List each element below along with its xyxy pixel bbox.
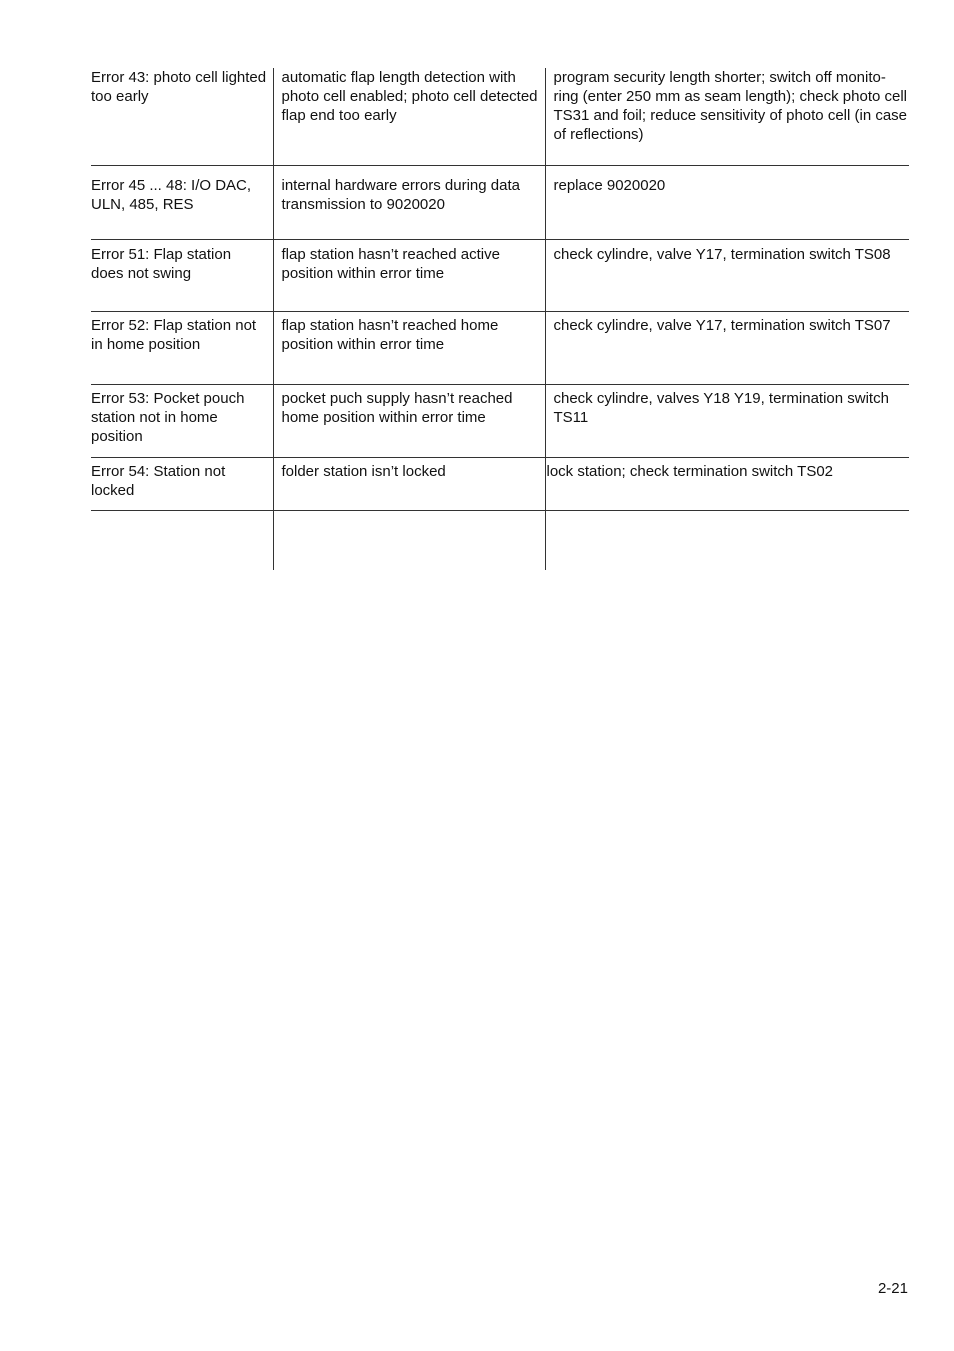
empty-cell — [91, 511, 273, 571]
remedy-cell: lock station; check termination switch TS02 — [545, 458, 909, 511]
remedy-cell: replace 9020020 — [545, 166, 909, 240]
error-cell: Error 52: Flap station not in home position — [91, 312, 273, 385]
table-row — [91, 240, 909, 312]
cause-cell: flap station hasn’t reached active position within error time — [273, 240, 545, 312]
cause-cell: flap station hasn’t reached home position within error time — [273, 312, 545, 385]
empty-cell — [273, 511, 545, 571]
table-row — [91, 385, 909, 458]
error-cell: Error 51: Flap station does not swing — [91, 240, 273, 312]
error-cell: Error 43: photo cell lighted too early — [91, 68, 273, 166]
cause-cell: internal hardware errors during data transmission to 9020020 — [273, 166, 545, 240]
table-row — [91, 312, 909, 385]
empty-cell — [545, 511, 909, 571]
error-cell: Error 53: Pocket pouch station not in home position — [91, 385, 273, 458]
cause-cell: folder station isn’t locked — [273, 458, 545, 511]
remedy-cell: check cylindre, valve Y17, termination switch TS07 — [545, 312, 909, 385]
empty-table-row — [91, 511, 909, 571]
cause-cell: pocket puch supply hasn’t reached home position within error time — [273, 385, 545, 458]
error-cell: Error 45 ... 48: I/O DAC, ULN, 485, RES — [91, 166, 273, 240]
table-row — [91, 458, 909, 511]
table-row — [91, 166, 909, 240]
cause-cell: automatic flap length detection with photo cell enabled; photo cell detected flap end too early — [273, 68, 545, 166]
error-cell: Error 54: Station not locked — [91, 458, 273, 511]
remedy-cell: program security length shorter; switch off monito-ring (enter 250 mm as seam length); check photo cell TS31 and foil; reduce sensitivity of photo cell (in case of reflections) — [545, 68, 909, 166]
remedy-cell: check cylindre, valve Y17, termination switch TS08 — [545, 240, 909, 312]
table-row — [91, 68, 909, 166]
page-number: 2-21 — [877, 1280, 908, 1297]
remedy-cell: check cylindre, valves Y18 Y19, termination switch TS11 — [545, 385, 909, 458]
error-table — [91, 68, 909, 570]
